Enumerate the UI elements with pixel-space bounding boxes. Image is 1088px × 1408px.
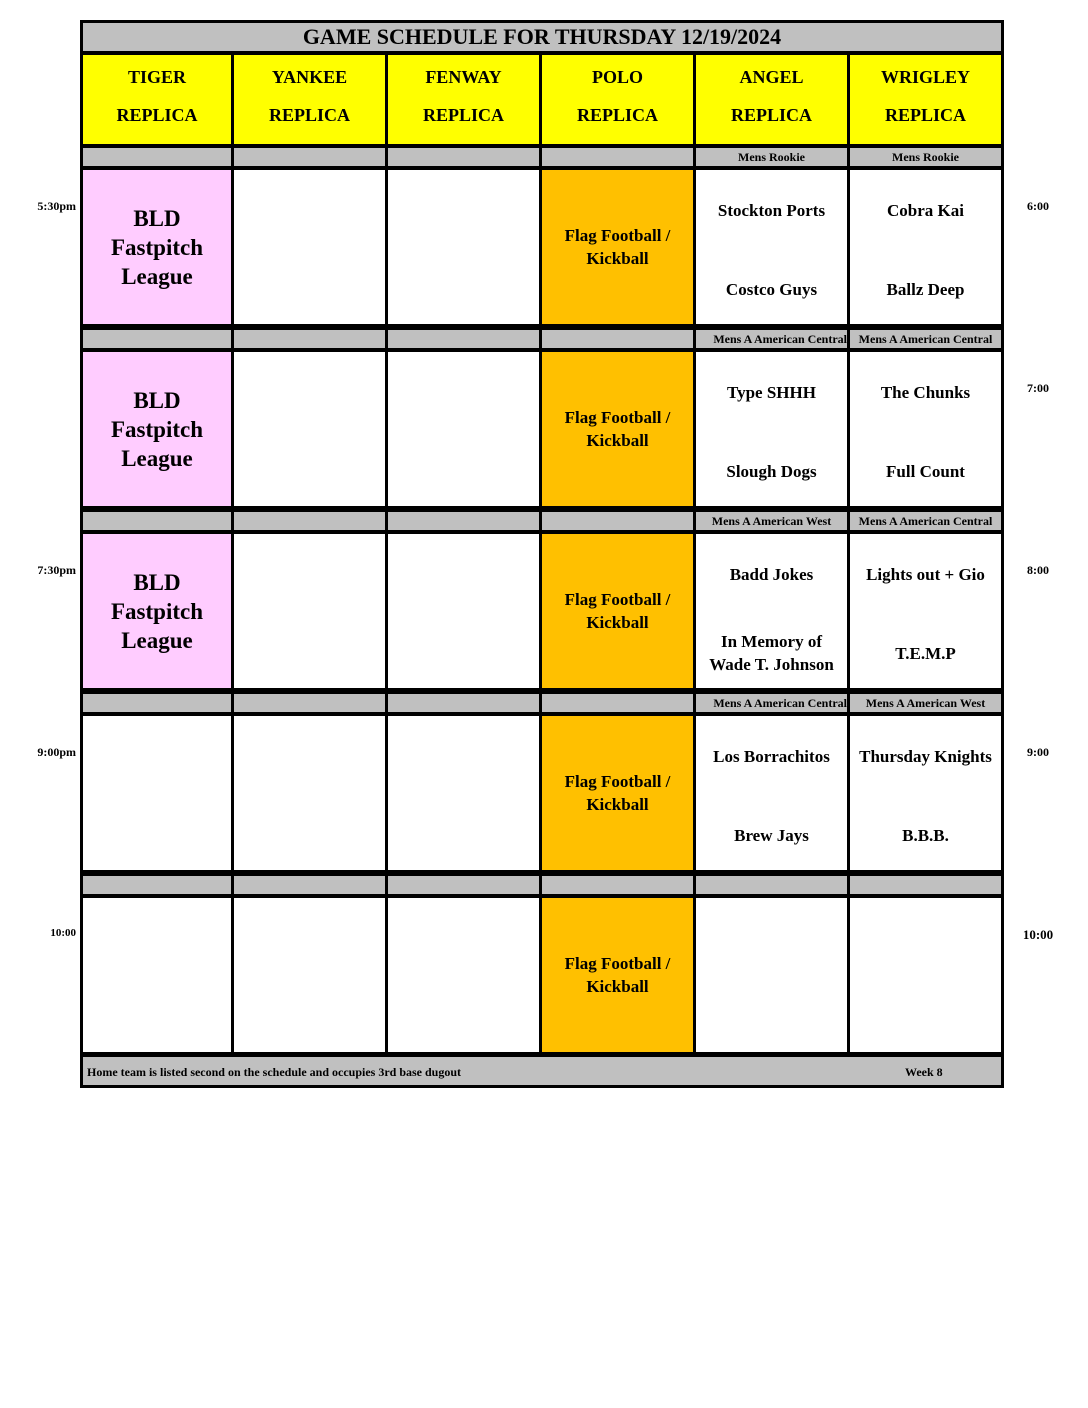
game-cell bbox=[693, 895, 850, 1055]
field-name: FENWAY bbox=[425, 67, 502, 87]
right-time: 9:00 bbox=[1027, 745, 1049, 759]
division-label bbox=[847, 873, 1004, 897]
game-cell bbox=[80, 895, 234, 1055]
division-label bbox=[539, 691, 696, 715]
field-header-angel bbox=[693, 52, 850, 147]
division-label bbox=[847, 509, 1004, 533]
home-team: T.E.M.P bbox=[895, 643, 956, 663]
away-team: Badd Jokes bbox=[729, 564, 814, 584]
division-text: Mens A American West bbox=[865, 695, 986, 710]
field-header-fenway bbox=[385, 52, 542, 147]
week-label: Week 8 bbox=[905, 1065, 943, 1079]
field-name: TIGER bbox=[127, 67, 187, 87]
division-label bbox=[847, 691, 1004, 715]
division-label bbox=[539, 509, 696, 533]
game-cell bbox=[693, 349, 850, 509]
flag-football-cell bbox=[539, 895, 696, 1055]
division-text: Mens A American Central bbox=[858, 331, 993, 346]
field-name: YANKEE bbox=[271, 67, 348, 87]
game-cell bbox=[231, 349, 388, 509]
division-text: Mens A American Central bbox=[858, 513, 993, 528]
division-label bbox=[231, 327, 388, 351]
right-time: 10:00 bbox=[1022, 927, 1054, 942]
flag-football-text: Flag Football / Kickball bbox=[564, 408, 671, 450]
schedule-footer bbox=[80, 1054, 1004, 1088]
away-team: Lights out + Gio bbox=[866, 564, 985, 584]
division-label bbox=[693, 691, 850, 715]
flag-football-text: Flag Football / Kickball bbox=[564, 590, 671, 632]
game-cell bbox=[231, 531, 388, 691]
field-replica-label: REPLICA bbox=[884, 105, 966, 125]
division-label bbox=[80, 145, 234, 169]
division-text: Mens A American West bbox=[711, 513, 832, 528]
bld-league-text: BLD Fastpitch League bbox=[111, 205, 203, 289]
game-cell bbox=[385, 167, 542, 327]
bld-league-cell bbox=[80, 167, 234, 327]
game-cell bbox=[693, 167, 850, 327]
away-team: Los Borrachitos bbox=[713, 746, 830, 766]
left-time bbox=[10, 381, 76, 399]
game-cell bbox=[80, 713, 234, 873]
division-label bbox=[231, 691, 388, 715]
game-cell bbox=[231, 167, 388, 327]
division-label bbox=[693, 873, 850, 897]
division-label bbox=[539, 145, 696, 169]
division-label bbox=[385, 327, 542, 351]
division-text: Mens A American Central bbox=[713, 695, 847, 710]
division-label bbox=[385, 145, 542, 169]
home-team: In Memory of Wade T. Johnson bbox=[709, 632, 834, 674]
division-label bbox=[693, 145, 850, 169]
bld-league-text: BLD Fastpitch League bbox=[111, 569, 203, 653]
home-team-note: Home team is listed second on the schedule and occupies 3rd base dugout bbox=[87, 1065, 462, 1079]
bld-league-cell bbox=[80, 349, 234, 509]
division-label bbox=[693, 327, 850, 351]
bld-league-cell bbox=[80, 531, 234, 691]
page-title-text: GAME SCHEDULE FOR THURSDAY 12/19/2024 bbox=[302, 24, 782, 49]
field-replica-label: REPLICA bbox=[268, 105, 350, 125]
division-label bbox=[80, 873, 234, 897]
flag-football-text: Flag Football / Kickball bbox=[564, 772, 671, 814]
game-cell bbox=[385, 531, 542, 691]
division-label bbox=[539, 327, 696, 351]
field-name: ANGEL bbox=[739, 67, 804, 87]
away-team: Stockton Ports bbox=[717, 200, 826, 220]
flag-football-cell bbox=[539, 349, 696, 509]
game-cell bbox=[385, 895, 542, 1055]
field-header-tiger bbox=[80, 52, 234, 147]
game-cell bbox=[847, 167, 1004, 327]
away-team: Cobra Kai bbox=[887, 200, 964, 220]
game-cell bbox=[847, 713, 1004, 873]
division-label bbox=[385, 691, 542, 715]
game-cell bbox=[847, 531, 1004, 691]
division-text: Mens Rookie bbox=[738, 149, 805, 164]
field-replica-label: REPLICA bbox=[576, 105, 658, 125]
division-text: Mens A American Central bbox=[713, 331, 847, 346]
division-label bbox=[539, 873, 696, 897]
game-cell bbox=[693, 713, 850, 873]
division-label bbox=[80, 509, 234, 533]
game-cell bbox=[847, 895, 1004, 1055]
division-label bbox=[80, 327, 234, 351]
game-cell bbox=[385, 349, 542, 509]
division-text: Mens Rookie bbox=[892, 149, 959, 164]
home-team: B.B.B. bbox=[902, 825, 949, 845]
left-time: 10:00 bbox=[50, 927, 76, 939]
game-cell bbox=[231, 713, 388, 873]
flag-football-cell bbox=[539, 531, 696, 691]
field-header-wrigley bbox=[847, 52, 1004, 147]
right-time: 8:00 bbox=[1027, 563, 1049, 577]
left-time: 7:30pm bbox=[37, 563, 76, 577]
flag-football-text: Flag Football / Kickball bbox=[564, 954, 671, 996]
field-header-polo bbox=[539, 52, 696, 147]
game-cell bbox=[847, 349, 1004, 509]
right-time: 7:00 bbox=[1027, 381, 1049, 395]
away-team: Type SHHH bbox=[727, 382, 816, 402]
division-label bbox=[847, 145, 1004, 169]
flag-football-cell bbox=[539, 167, 696, 327]
division-label bbox=[231, 873, 388, 897]
flag-football-cell bbox=[539, 713, 696, 873]
division-label bbox=[385, 873, 542, 897]
home-team: Ballz Deep bbox=[886, 279, 965, 299]
field-name: POLO bbox=[591, 67, 643, 87]
division-label bbox=[385, 509, 542, 533]
field-replica-label: REPLICA bbox=[730, 105, 812, 125]
away-team: The Chunks bbox=[880, 382, 971, 402]
page-title bbox=[80, 20, 1004, 54]
left-time: 5:30pm bbox=[37, 199, 76, 213]
right-time: 6:00 bbox=[1027, 199, 1049, 213]
home-team: Costco Guys bbox=[725, 279, 818, 299]
division-label bbox=[231, 145, 388, 169]
division-label bbox=[231, 509, 388, 533]
game-cell bbox=[231, 895, 388, 1055]
division-label bbox=[693, 509, 850, 533]
division-label bbox=[80, 691, 234, 715]
away-team: Thursday Knights bbox=[859, 746, 992, 766]
game-cell bbox=[385, 713, 542, 873]
home-team: Full Count bbox=[886, 461, 965, 481]
division-label bbox=[847, 327, 1004, 351]
home-team: Brew Jays bbox=[734, 825, 809, 845]
home-team: Slough Dogs bbox=[726, 461, 817, 481]
game-cell bbox=[693, 531, 850, 691]
field-name: WRIGLEY bbox=[880, 67, 970, 87]
bld-league-text: BLD Fastpitch League bbox=[111, 387, 203, 471]
left-time: 9:00pm bbox=[37, 745, 76, 759]
field-replica-label: REPLICA bbox=[116, 105, 198, 125]
field-replica-label: REPLICA bbox=[422, 105, 504, 125]
flag-football-text: Flag Football / Kickball bbox=[564, 226, 671, 268]
field-header-yankee bbox=[231, 52, 388, 147]
